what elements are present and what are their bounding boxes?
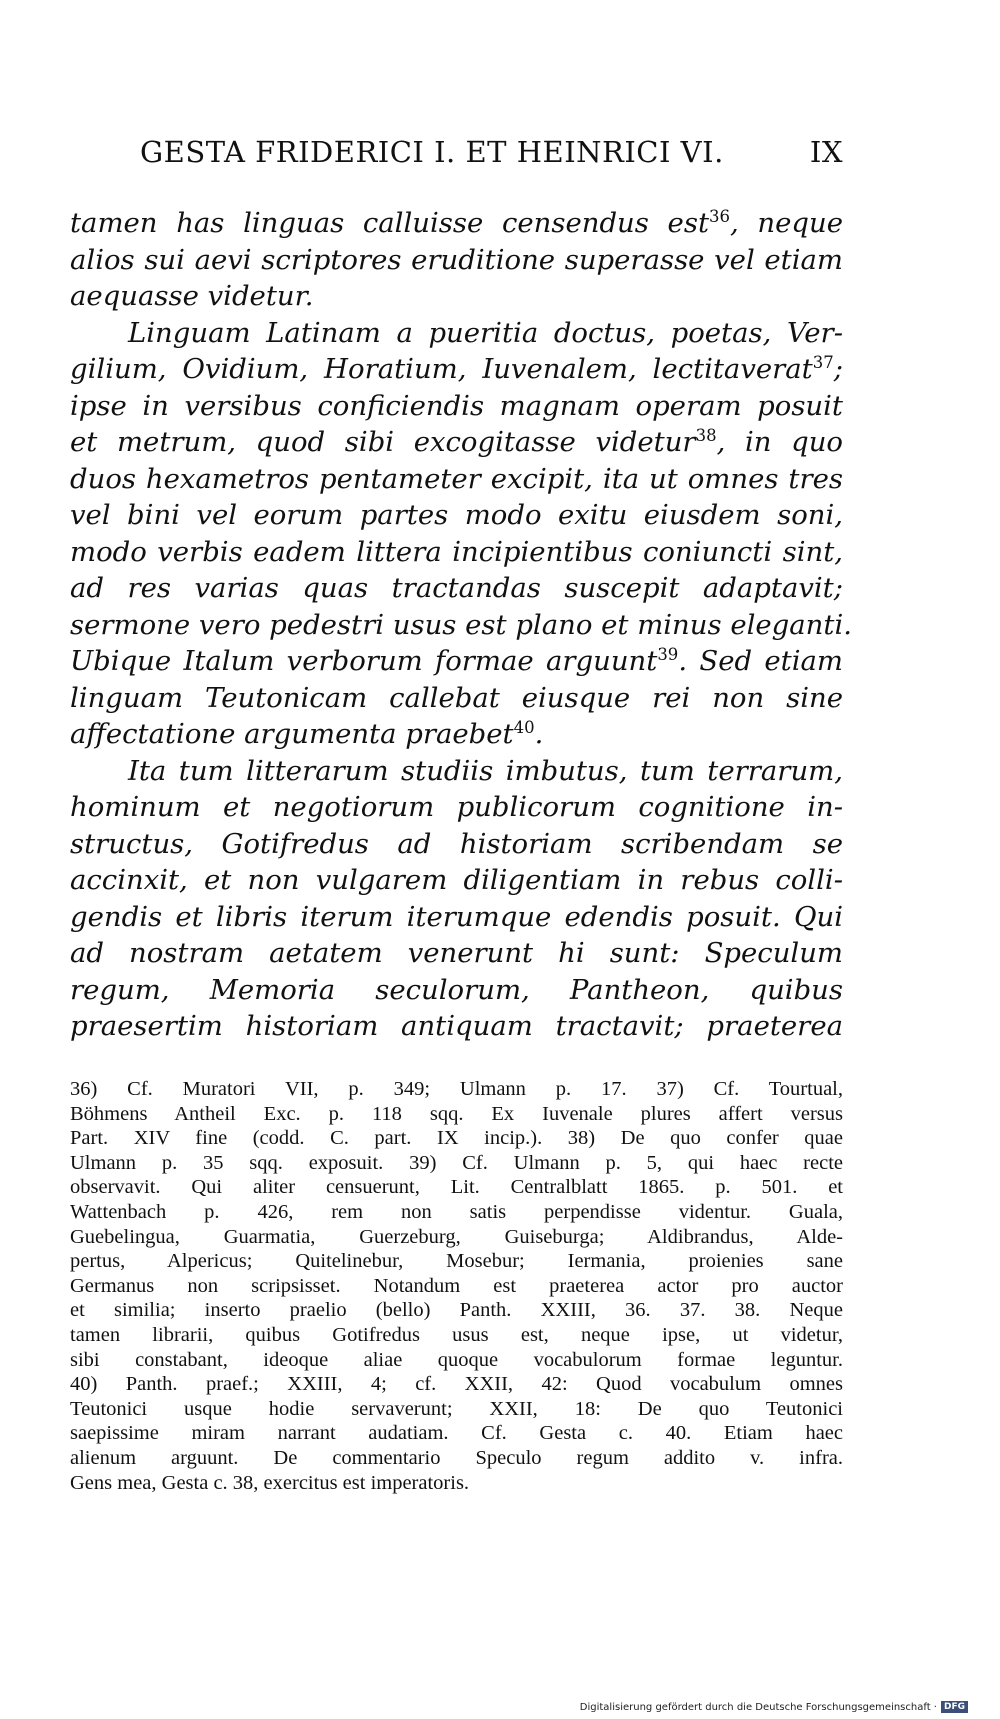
footnote-line: sibi constabant, ideoque aliae quoque vocabulorum formae leguntur. (70, 1348, 843, 1371)
footnote-marker[interactable]: 37 (812, 352, 834, 372)
text-line (70, 753, 843, 790)
text-line (70, 388, 843, 425)
text-line (70, 789, 843, 826)
footnote-line: Ulmann p. 35 sqq. exposuit. 39) Cf. Ulmann p. 5, qui haec recte (70, 1151, 843, 1174)
line-text: tamen has linguas calluisse censendus est (70, 207, 709, 239)
line-text: praesertim historiam antiquam tractavit; praeterea (70, 1010, 843, 1042)
text-line (70, 461, 843, 498)
line-text-tail: ; (833, 353, 843, 385)
text-line (70, 497, 843, 534)
text-line (70, 570, 843, 607)
line-text: duos hexametros pentameter excipit, ita ut omnes tres (70, 462, 843, 495)
footnote-marker[interactable]: 38 (695, 425, 717, 445)
text-line (70, 680, 843, 717)
footnote-line: 40) Panth. praef.; XXIII, 4; cf. XXII, 42: Quod vocabulum omnes (70, 1373, 843, 1396)
line-text-tail: , neque (730, 207, 843, 239)
page-number: IX (809, 135, 843, 169)
footnote-line: Böhmens Antheil Exc. p. 118 sqq. Ex Iuvenale plures affert versus (70, 1102, 843, 1125)
text-line (70, 315, 843, 352)
line-text: accinxit, et non vulgarem diligentiam in rebus colli- (70, 864, 843, 896)
line-text: structus, Gotifredus ad historiam scribendam se (70, 827, 843, 860)
footnote-line: Teutonici usque hodie servaverunt; XXII, 18: De quo Teutonici (70, 1397, 843, 1420)
text-line (70, 534, 843, 571)
footnote-line: Part. XIV fine (codd. C. part. IX incip.). 38) De quo confer quae (70, 1127, 843, 1150)
line-text: gilium, Ovidium, Horatium, Iuvenalem, lectitaverat (70, 353, 813, 385)
text-line (70, 278, 843, 315)
line-text: modo verbis eadem littera incipientibus coniuncti sint, (70, 535, 843, 568)
dfg-logo: DFG (941, 1701, 968, 1713)
footnote-line: Guebelingua, Guarmatia, Guerzeburg, Guiseburga; Aldibrandus, Alde- (70, 1225, 843, 1248)
line-text: ad nostram aetatem venerunt hi sunt: Speculum (70, 937, 843, 969)
line-text-tail: , in quo (716, 426, 843, 458)
text-line (70, 899, 843, 936)
text-line (70, 1008, 843, 1045)
line-text: hominum et negotiorum publicorum cognitione in- (70, 791, 843, 823)
footnote-marker[interactable]: 40 (513, 717, 535, 737)
footnote-line: et similia; inserto praelio (bello) Panth. XXIII, 36. 37. 38. Neque (70, 1299, 843, 1322)
text-line (70, 607, 852, 644)
footnotes (70, 1077, 843, 1495)
footnote-line: 36) Cf. Muratori VII, p. 349; Ulmann p. 17. 37) Cf. Tourtual, (70, 1078, 843, 1100)
line-text: gendis et libris iterum iterumque edendis posuit. Qui (70, 900, 843, 933)
footnote-line: Wattenbach p. 426, rem non satis perpendisse videntur. Guala, (70, 1200, 843, 1223)
footnote-line: Gens mea, Gesta c. 38, exercitus est imperatoris. (70, 1471, 470, 1494)
text-line (70, 862, 843, 899)
line-text: regum, Memoria seculorum, Pantheon, quibus (70, 973, 843, 1006)
digitization-credit (580, 1700, 968, 1716)
main-text (70, 205, 852, 1045)
line-text: aequasse videtur. (70, 280, 314, 312)
footnote-marker[interactable]: 39 (657, 644, 679, 664)
footnote-line: Germanus non scripsisset. Notandum est praeterea actor pro auctor (70, 1274, 843, 1297)
line-text: ipse in versibus conficiendis magnam operam posuit (70, 389, 843, 422)
line-text: ad res varias quas tractandas suscepit adaptavit; (70, 572, 843, 604)
line-text: alios sui aevi scriptores eruditione superasse vel etiam (70, 243, 843, 276)
line-text: et metrum, quod sibi excogitasse videtur (70, 426, 696, 458)
line-text: Ita tum litterarum studiis imbutus, tum terrarum, (128, 754, 843, 787)
text-line (70, 643, 843, 680)
text-line (70, 935, 843, 972)
line-text: Ubique Italum verborum formae arguunt (70, 645, 658, 677)
line-text: Linguam Latinam a pueritia doctus, poetas, Ver- (128, 316, 843, 349)
line-text-tail: . Sed etiam (678, 645, 843, 677)
text-line (70, 826, 843, 863)
line-text: sermone vero pedestri usus est plano et minus eleganti. (70, 608, 852, 641)
footnote-line: saepissime miram narrant audatiam. Cf. Gesta c. 40. Etiam haec (70, 1422, 843, 1445)
line-text: affectatione argumenta praebet (70, 718, 514, 750)
footnote-line: observavit. Qui aliter censuerunt, Lit. Centralblatt 1865. p. 501. et (70, 1176, 843, 1199)
line-text-tail: . (534, 718, 544, 750)
text-line (70, 242, 843, 279)
text-line (70, 424, 843, 461)
text-line (70, 716, 843, 753)
line-text: linguam Teutonicam callebat eiusque rei non sine (70, 681, 843, 714)
credit-text: Digitalisierung gefördert durch die Deutsche Forschungsgemeinschaft · (579, 1702, 937, 1713)
line-text: vel bini vel eorum partes modo exitu eiusdem soni, (70, 499, 843, 531)
running-title: GESTA FRIDERICI I. ET HEINRICI VI. (140, 135, 724, 169)
footnote-line: alienum arguunt. De commentario Speculo regum addito v. infra. (70, 1446, 843, 1469)
footnote-marker[interactable]: 36 (709, 206, 730, 226)
running-header (140, 132, 843, 172)
text-line (70, 351, 843, 388)
footnote-line: tamen librarii, quibus Gotifredus usus est, neque ipse, ut videtur, (70, 1323, 843, 1346)
footnote-line: pertus, Alpericus; Quitelinebur, Mosebur; Iermania, proienies sane (70, 1250, 843, 1273)
text-line (70, 205, 843, 242)
text-line (70, 972, 843, 1009)
